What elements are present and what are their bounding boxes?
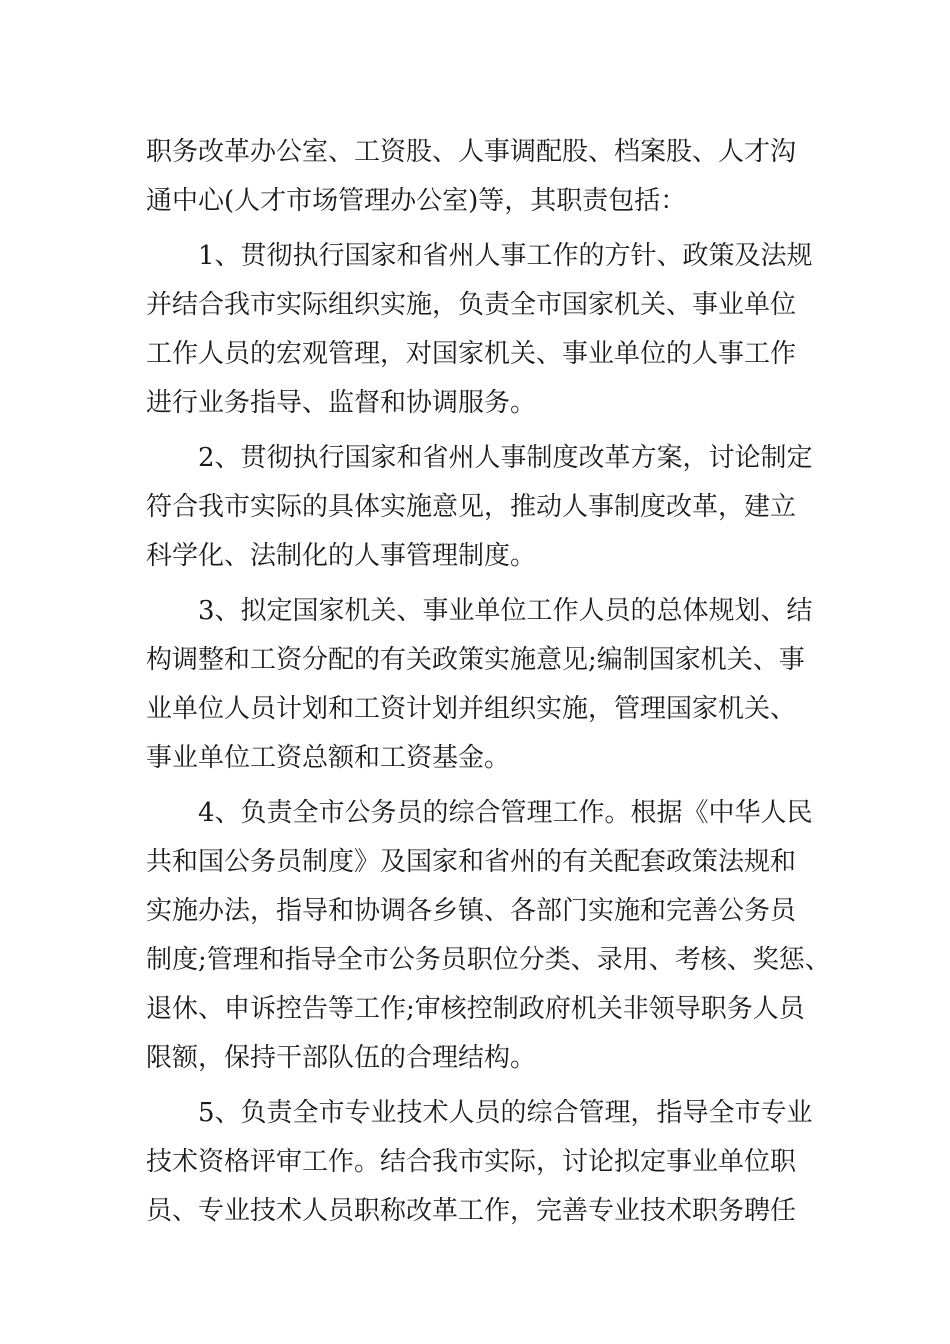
- paragraph-item-5: [146, 1089, 836, 1236]
- text-line: 实施办法，指导和协调各乡镇、各部门实施和完善公务员: [146, 896, 797, 926]
- text-line: 工作人员的宏观管理，对国家机关、事业单位的人事工作: [146, 339, 797, 369]
- text-line: 3、拟定国家机关、事业单位工作人员的总体规划、结: [146, 596, 813, 626]
- paragraph-item-1: [146, 232, 836, 428]
- paragraph-item-2: [146, 434, 836, 581]
- text-line: 制度;管理和指导全市公务员职位分类、录用、考核、奖惩、: [146, 945, 831, 975]
- text-line: 共和国公务员制度》及国家和省州的有关配套政策法规和: [146, 847, 797, 877]
- text-line: 进行业务指导、监督和协调服务。: [146, 388, 537, 418]
- text-line: 通中心(人才市场管理办公室)等，其职责包括：: [146, 186, 687, 216]
- paragraph-item-3: [146, 587, 836, 783]
- text-line: 退休、申诉控告等工作;审核控制政府机关非领导职务人员: [146, 994, 805, 1024]
- document-body: [146, 128, 836, 1236]
- text-line: 限额，保持干部队伍的合理结构。: [146, 1043, 537, 1073]
- text-line: 并结合我市实际组织实施，负责全市国家机关、事业单位: [146, 290, 797, 320]
- text-line: 技术资格评审工作。结合我市实际，讨论拟定事业单位职: [146, 1147, 797, 1177]
- text-line: 科学化、法制化的人事管理制度。: [146, 541, 537, 571]
- text-line: 构调整和工资分配的有关政策实施意见;编制国家机关、事: [146, 645, 805, 675]
- text-line: 1、贯彻执行国家和省州人事工作的方针、政策及法规: [146, 241, 813, 271]
- text-line: 2、贯彻执行国家和省州人事制度改革方案，讨论制定: [146, 443, 813, 473]
- text-line: 业单位人员计划和工资计划并组织实施，管理国家机关、: [146, 694, 797, 724]
- text-line: 职务改革办公室、工资股、人事调配股、档案股、人才沟: [146, 137, 797, 167]
- text-line: 符合我市实际的具体实施意见，推动人事制度改革，建立: [146, 492, 797, 522]
- text-line: 员、专业技术人员职称改革工作，完善专业技术职务聘任: [146, 1196, 797, 1226]
- paragraph-intro: [146, 128, 836, 226]
- text-line: 5、负责全市专业技术人员的综合管理，指导全市专业: [146, 1098, 813, 1128]
- text-line: 事业单位工资总额和工资基金。: [146, 743, 511, 773]
- text-line: 4、负责全市公务员的综合管理工作。根据《中华人民: [146, 798, 813, 828]
- paragraph-item-4: [146, 789, 836, 1083]
